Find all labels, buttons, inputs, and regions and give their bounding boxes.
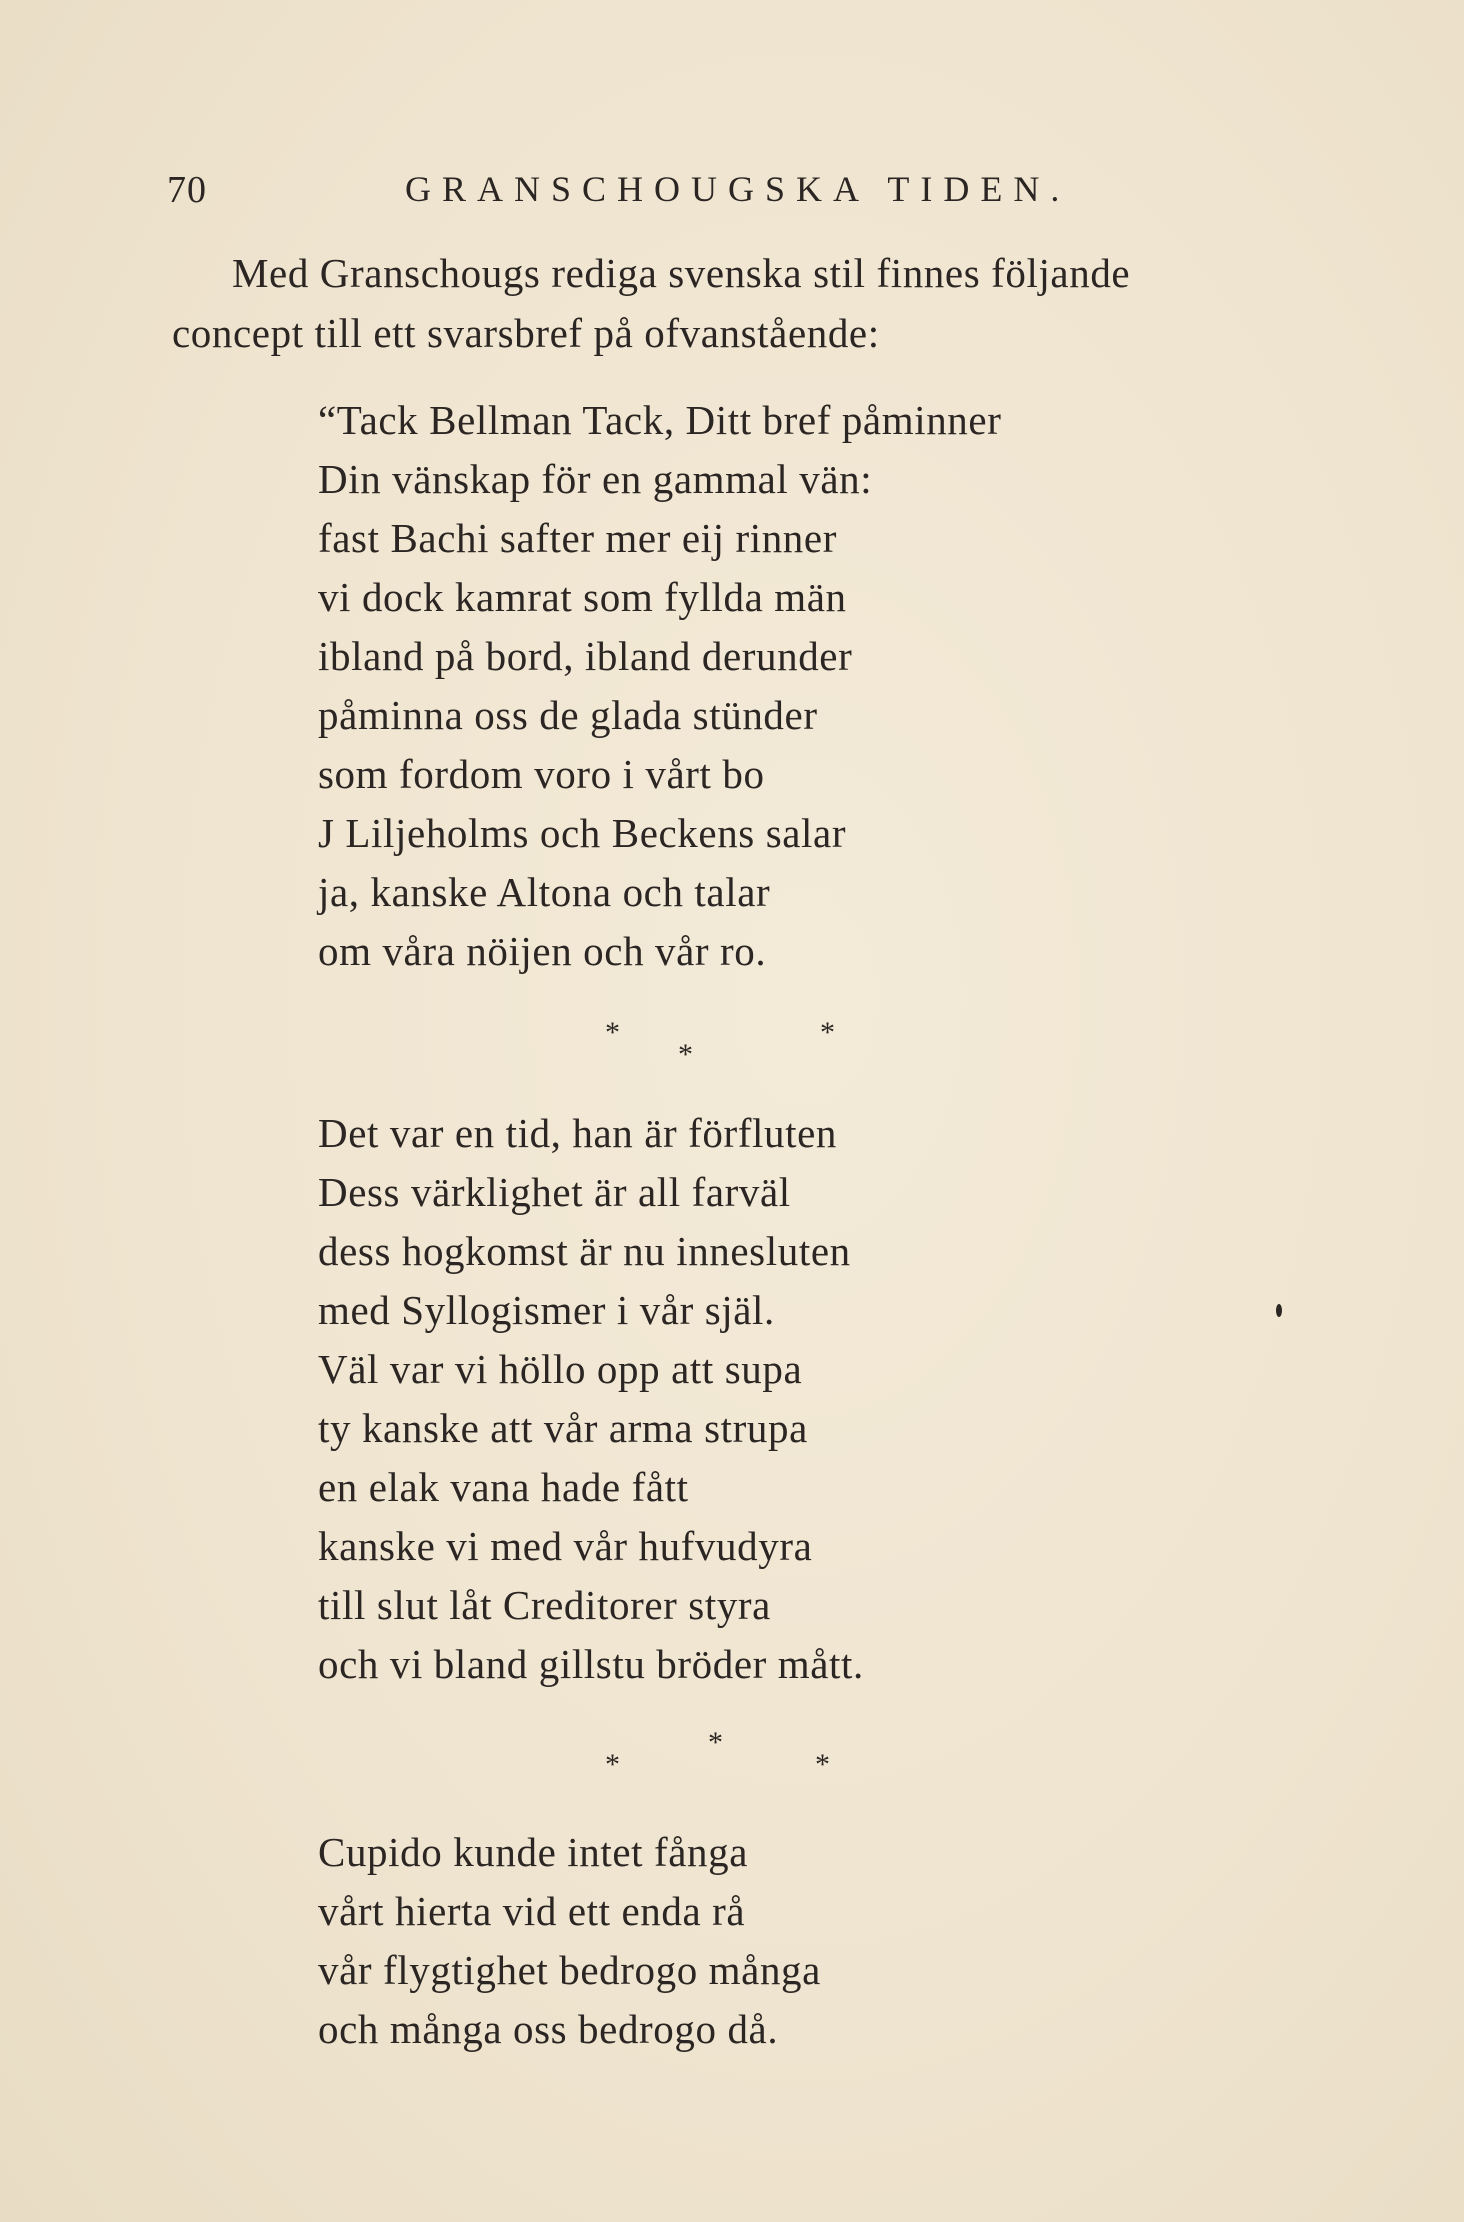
- asterisk: *: [815, 1748, 830, 1781]
- asterisk: *: [678, 1038, 693, 1071]
- poem-stanza-1: [318, 391, 1001, 981]
- asterisk: *: [820, 1016, 835, 1049]
- verse-line: och vi bland gillstu bröder mått.: [318, 1641, 864, 1687]
- asterism-divider: [605, 1728, 865, 1788]
- verse-line: dess hogkomst är nu innesluten: [318, 1228, 851, 1274]
- verse-line: ja, kanske Altona och talar: [318, 869, 771, 915]
- verse-line: med Syllogismer i vår själ.: [318, 1287, 775, 1333]
- asterisk: *: [605, 1748, 620, 1781]
- verse-line: påminna oss de glada stünder: [318, 692, 818, 738]
- verse-line: Väl var vi höllo opp att supa: [318, 1346, 803, 1392]
- intro-line: Med Granschougs rediga svenska stil finnes följande: [232, 250, 1131, 296]
- poem-stanza-2: [318, 1104, 864, 1694]
- verse-line: till slut låt Creditorer styra: [318, 1582, 771, 1628]
- verse-line: J Liljeholms och Beckens salar: [318, 810, 847, 856]
- verse-line: som fordom voro i vårt bo: [318, 751, 765, 797]
- intro-paragraph: [172, 243, 1312, 363]
- verse-line: vår flygtighet bedrogo många: [318, 1947, 821, 1993]
- running-head: GRANSCHOUGSKA TIDEN.: [405, 169, 1071, 209]
- poem-stanza-3: [318, 1823, 821, 2059]
- verse-line: Cupido kunde intet fånga: [318, 1829, 749, 1875]
- verse-line: “Tack Bellman Tack, Ditt bref påminner: [318, 397, 1002, 443]
- verse-line: Det var en tid, han är förfluten: [318, 1110, 837, 1156]
- verse-line: och många oss bedrogo då.: [318, 2006, 779, 2052]
- verse-line: ibland på bord, ibland derunder: [318, 633, 853, 679]
- verse-line: en elak vana hade fått: [318, 1464, 689, 1510]
- verse-line: vårt hierta vid ett enda rå: [318, 1888, 746, 1934]
- verse-line: Din vänskap för en gammal vän:: [318, 456, 873, 502]
- verse-line: ty kanske att vår arma strupa: [318, 1405, 808, 1451]
- asterisk: *: [605, 1016, 620, 1049]
- asterisk: *: [708, 1726, 723, 1759]
- asterism-divider: [605, 1018, 865, 1078]
- intro-line: concept till ett svarsbref på ofvanstående:: [172, 310, 880, 356]
- verse-line: vi dock kamrat som fyllda män: [318, 574, 847, 620]
- verse-line: fast Bachi safter mer eij rinner: [318, 515, 837, 561]
- ink-speck: [1276, 1304, 1282, 1317]
- verse-line: kanske vi med vår hufvudyra: [318, 1523, 813, 1569]
- verse-line: om våra nöijen och vår ro.: [318, 928, 767, 974]
- page-number: 70: [167, 169, 207, 211]
- verse-line: Dess värklighet är all farväl: [318, 1169, 791, 1215]
